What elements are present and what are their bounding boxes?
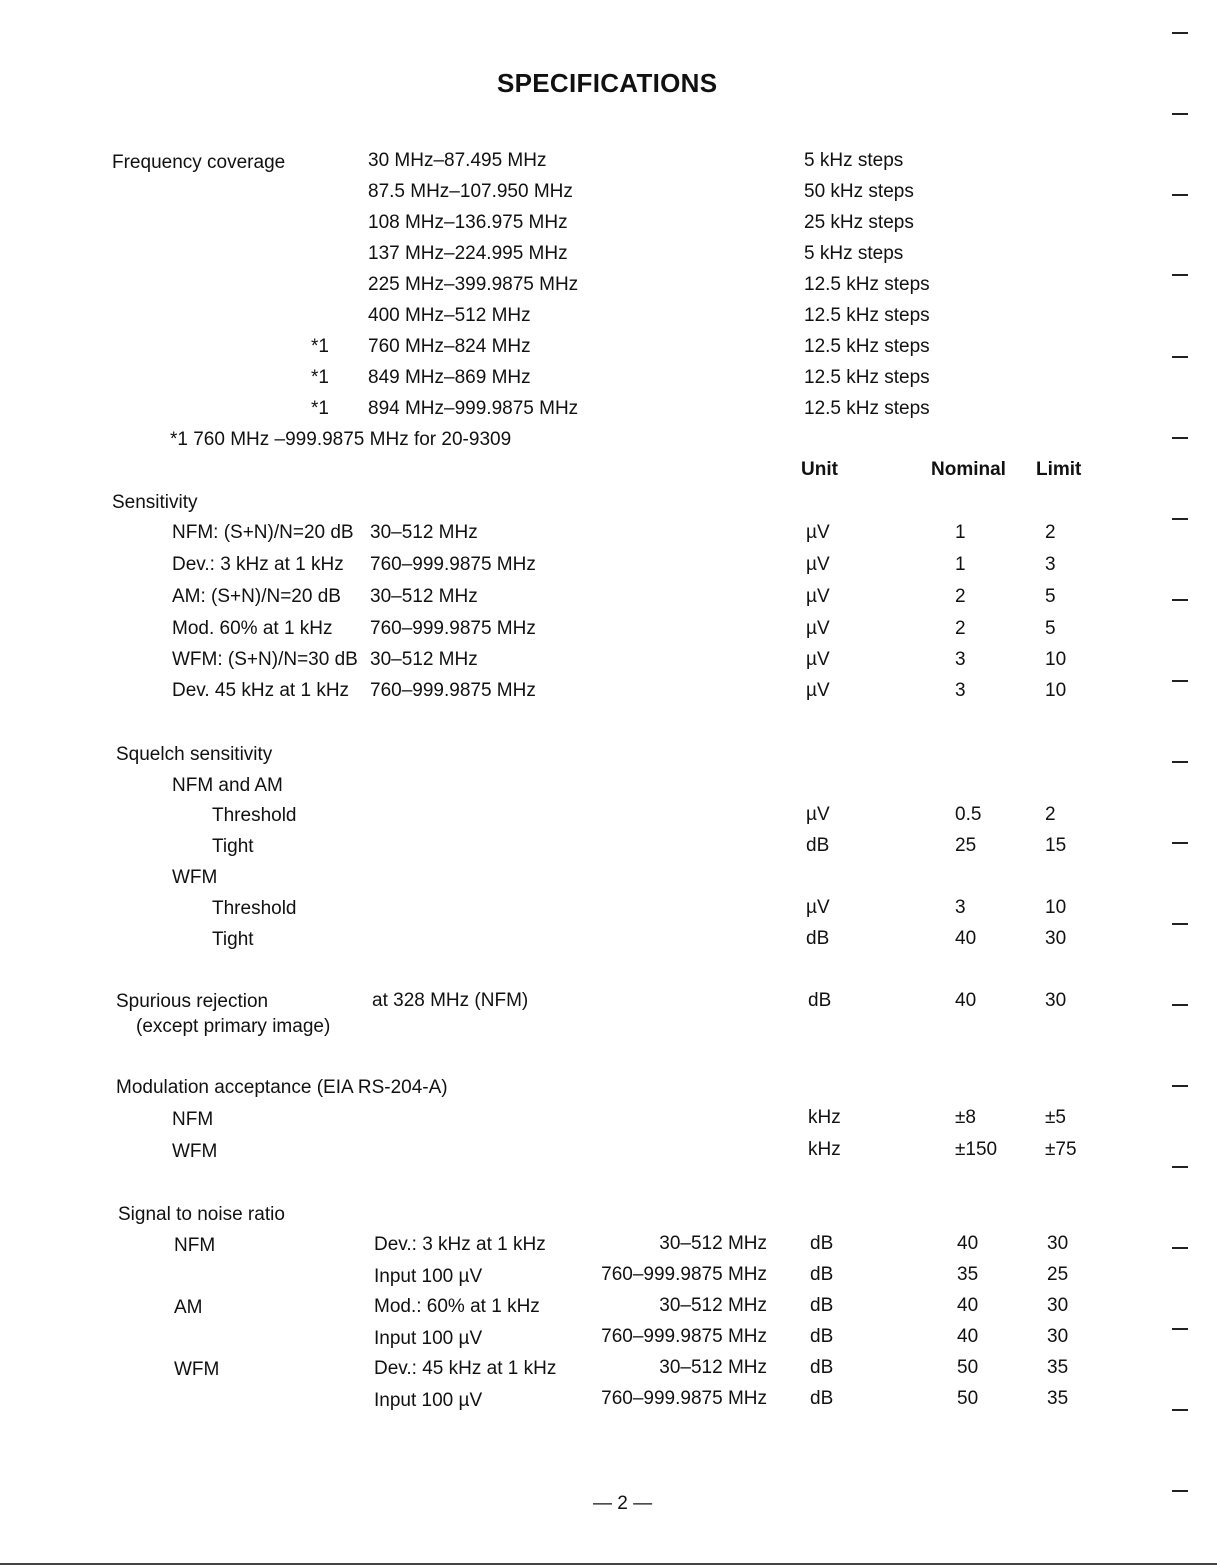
freq-range: 225 MHz–399.9875 MHz: [368, 274, 579, 295]
squelch-tight-label: Tight: [212, 836, 254, 857]
snr-range: 760–999.9875 MHz: [601, 1326, 767, 1347]
freq-range: 137 MHz–224.995 MHz: [368, 243, 568, 264]
modulation-unit: kHz: [808, 1107, 841, 1128]
snr-range: 30–512 MHz: [659, 1357, 767, 1378]
margin-mark: [1172, 437, 1188, 439]
squelch-wfm-label: WFM: [172, 867, 218, 888]
header-limit: Limit: [1036, 459, 1082, 480]
freq-range: 30 MHz–87.495 MHz: [368, 150, 547, 171]
modulation-unit: kHz: [808, 1139, 841, 1160]
squelch-tight-label: Tight: [212, 929, 254, 950]
margin-mark: [1172, 1004, 1188, 1006]
freq-step: 12.5 kHz steps: [804, 367, 930, 388]
freq-step: 50 kHz steps: [804, 181, 914, 202]
sens-condition: Dev.: 3 kHz at 1 kHz: [172, 554, 344, 575]
footnote-mark: *1: [311, 367, 329, 388]
sens-condition: Dev. 45 kHz at 1 kHz: [172, 680, 350, 701]
margin-mark: [1172, 680, 1188, 682]
squelch-unit: µV: [806, 804, 830, 825]
sens-condition: Mod. 60% at 1 kHz: [172, 618, 333, 639]
sens-nominal: 3: [955, 680, 966, 701]
freq-step: 12.5 kHz steps: [804, 398, 930, 419]
snr-range: 30–512 MHz: [659, 1233, 767, 1254]
spurious-limit: 30: [1045, 990, 1067, 1011]
snr-mode: NFM: [174, 1235, 216, 1256]
squelch-threshold-label: Threshold: [212, 898, 297, 919]
freq-range: 760 MHz–824 MHz: [368, 336, 531, 357]
sens-range: 760–999.9875 MHz: [370, 680, 536, 701]
sens-unit: µV: [806, 522, 830, 543]
margin-mark: [1172, 761, 1188, 763]
margin-mark: [1172, 842, 1188, 844]
sens-range: 760–999.9875 MHz: [370, 554, 536, 575]
snr-condition: Input 100 µV: [374, 1390, 483, 1411]
sens-condition: NFM: (S+N)/N=20 dB: [172, 522, 354, 543]
modulation-label: Modulation acceptance (EIA RS-204-A): [116, 1077, 448, 1098]
freq-step: 12.5 kHz steps: [804, 305, 930, 326]
freq-step: 5 kHz steps: [804, 150, 904, 171]
sens-condition: WFM: (S+N)/N=30 dB: [172, 649, 358, 670]
freq-step: 5 kHz steps: [804, 243, 904, 264]
page-title: SPECIFICATIONS: [497, 68, 718, 98]
margin-mark: [1172, 1490, 1188, 1492]
snr-mode: WFM: [174, 1359, 220, 1380]
freq-range: 87.5 MHz–107.950 MHz: [368, 181, 573, 202]
margin-mark: [1172, 923, 1188, 925]
snr-unit: dB: [810, 1295, 834, 1316]
modulation-nfm-label: NFM: [172, 1109, 214, 1130]
footnote-mark: *1: [311, 398, 329, 419]
modulation-wfm-label: WFM: [172, 1141, 218, 1162]
margin-mark: [1172, 1247, 1188, 1249]
sens-unit: µV: [806, 680, 830, 701]
sens-limit: 5: [1045, 586, 1056, 607]
snr-limit: 30: [1047, 1295, 1069, 1316]
sens-range: 30–512 MHz: [370, 649, 478, 670]
sens-nominal: 2: [955, 586, 966, 607]
sens-unit: µV: [806, 554, 830, 575]
squelch-nominal: 25: [955, 835, 977, 856]
squelch-unit: dB: [806, 835, 830, 856]
snr-limit: 30: [1047, 1326, 1069, 1347]
sens-nominal: 2: [955, 618, 966, 639]
header-unit: Unit: [801, 459, 838, 480]
margin-mark: [1172, 1166, 1188, 1168]
snr-unit: dB: [810, 1326, 834, 1347]
sens-nominal: 1: [955, 522, 966, 543]
squelch-limit: 2: [1045, 804, 1056, 825]
snr-condition: Dev.: 3 kHz at 1 kHz: [374, 1234, 546, 1255]
sens-condition: AM: (S+N)/N=20 dB: [172, 586, 341, 607]
snr-condition: Mod.: 60% at 1 kHz: [374, 1296, 540, 1317]
snr-mode: AM: [174, 1297, 203, 1318]
frequency-coverage-label: Frequency coverage: [112, 152, 286, 173]
freq-step: 12.5 kHz steps: [804, 336, 930, 357]
snr-limit: 25: [1047, 1264, 1069, 1285]
sens-range: 30–512 MHz: [370, 522, 478, 543]
freq-range: 108 MHz–136.975 MHz: [368, 212, 568, 233]
sens-nominal: 3: [955, 649, 966, 670]
margin-mark: [1172, 1409, 1188, 1411]
bottom-rule: [0, 1563, 1217, 1565]
snr-unit: dB: [810, 1264, 834, 1285]
freq-range: 400 MHz–512 MHz: [368, 305, 531, 326]
squelch-nfm-am-label: NFM and AM: [172, 775, 283, 796]
margin-mark: [1172, 194, 1188, 196]
page-number: — 2 —: [593, 1493, 653, 1514]
squelch-limit: 15: [1045, 835, 1067, 856]
snr-unit: dB: [810, 1357, 834, 1378]
snr-nominal: 40: [957, 1295, 979, 1316]
squelch-nominal: 0.5: [955, 804, 982, 825]
modulation-nominal: ±150: [955, 1139, 998, 1160]
modulation-limit: ±75: [1045, 1139, 1077, 1160]
snr-unit: dB: [810, 1388, 834, 1409]
snr-range: 760–999.9875 MHz: [601, 1264, 767, 1285]
snr-limit: 30: [1047, 1233, 1069, 1254]
margin-mark: [1172, 274, 1188, 276]
snr-limit: 35: [1047, 1388, 1069, 1409]
squelch-limit: 30: [1045, 928, 1067, 949]
margin-mark: [1172, 113, 1188, 115]
snr-range: 760–999.9875 MHz: [601, 1388, 767, 1409]
snr-nominal: 35: [957, 1264, 979, 1285]
snr-label: Signal to noise ratio: [118, 1204, 285, 1225]
spurious-unit: dB: [808, 990, 832, 1011]
spurious-condition: at 328 MHz (NFM): [372, 990, 529, 1011]
snr-range: 30–512 MHz: [659, 1295, 767, 1316]
sens-range: 30–512 MHz: [370, 586, 478, 607]
snr-condition: Input 100 µV: [374, 1266, 483, 1287]
modulation-nominal: ±8: [955, 1107, 976, 1128]
sens-limit: 10: [1045, 680, 1067, 701]
margin-mark: [1172, 518, 1188, 520]
squelch-label: Squelch sensitivity: [116, 744, 273, 765]
freq-step: 12.5 kHz steps: [804, 274, 930, 295]
margin-mark: [1172, 1328, 1188, 1330]
snr-nominal: 50: [957, 1357, 979, 1378]
snr-nominal: 50: [957, 1388, 979, 1409]
freq-range: 894 MHz–999.9875 MHz: [368, 398, 579, 419]
sens-limit: 2: [1045, 522, 1056, 543]
sens-range: 760–999.9875 MHz: [370, 618, 536, 639]
margin-mark: [1172, 1085, 1188, 1087]
margin-mark: [1172, 599, 1188, 601]
snr-condition: Dev.: 45 kHz at 1 kHz: [374, 1358, 557, 1379]
freq-range: 849 MHz–869 MHz: [368, 367, 531, 388]
margin-mark: [1172, 356, 1188, 358]
sens-limit: 5: [1045, 618, 1056, 639]
footnote-mark: *1: [311, 336, 329, 357]
sens-limit: 3: [1045, 554, 1056, 575]
sens-nominal: 1: [955, 554, 966, 575]
spurious-nominal: 40: [955, 990, 977, 1011]
sens-unit: µV: [806, 618, 830, 639]
snr-unit: dB: [810, 1233, 834, 1254]
margin-mark: [1172, 32, 1188, 34]
modulation-limit: ±5: [1045, 1107, 1066, 1128]
snr-nominal: 40: [957, 1233, 979, 1254]
header-nominal: Nominal: [931, 459, 1006, 480]
freq-step: 25 kHz steps: [804, 212, 914, 233]
snr-limit: 35: [1047, 1357, 1069, 1378]
squelch-unit: µV: [806, 897, 830, 918]
squelch-nominal: 40: [955, 928, 977, 949]
squelch-nominal: 3: [955, 897, 966, 918]
squelch-limit: 10: [1045, 897, 1067, 918]
sens-limit: 10: [1045, 649, 1067, 670]
snr-nominal: 40: [957, 1326, 979, 1347]
snr-condition: Input 100 µV: [374, 1328, 483, 1349]
squelch-unit: dB: [806, 928, 830, 949]
sensitivity-label: Sensitivity: [112, 492, 198, 513]
spurious-sublabel: (except primary image): [136, 1016, 331, 1037]
sens-unit: µV: [806, 649, 830, 670]
sens-unit: µV: [806, 586, 830, 607]
squelch-threshold-label: Threshold: [212, 805, 297, 826]
frequency-footnote: *1 760 MHz –999.9875 MHz for 20-9309: [170, 429, 512, 450]
spurious-label: Spurious rejection: [116, 991, 269, 1012]
